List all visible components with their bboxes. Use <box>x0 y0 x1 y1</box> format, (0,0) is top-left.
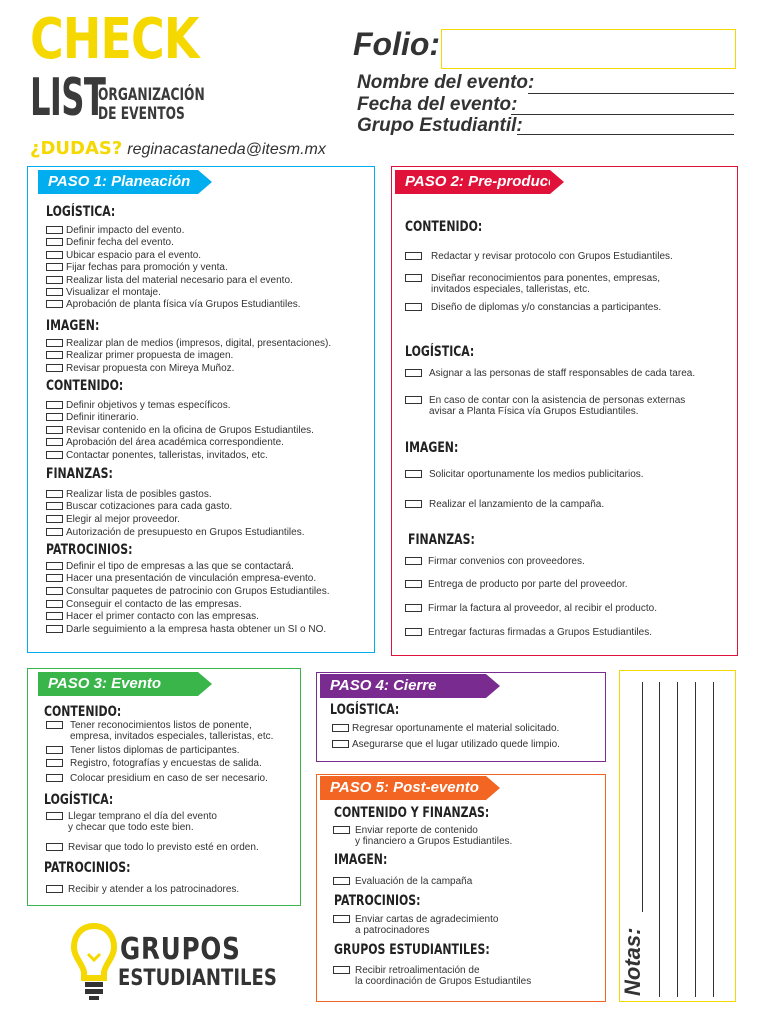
paso1-header: PASO 1: Planeación <box>38 170 198 194</box>
paso3-logistica-heading: LOGÍSTICA: <box>44 792 114 808</box>
paso1-logistica-checkbox[interactable] <box>46 276 63 284</box>
paso1-patrocinios-checkbox[interactable] <box>46 587 63 595</box>
paso3-patrocinios-heading: PATROCINIOS: <box>44 860 131 876</box>
paso3-contenido-checkbox[interactable] <box>46 746 63 754</box>
paso1-imagen-checkbox[interactable] <box>46 339 63 347</box>
paso1-finanzas-item: Buscar cotizaciones para cada gasto. <box>66 501 233 512</box>
paso1-patrocinios-item: Hacer el primer contacto con las empresas. <box>66 611 259 622</box>
paso1-patrocinios-item: Definir el tipo de empresas a las que se contactará. <box>66 561 294 572</box>
paso5-imagen-heading: IMAGEN: <box>334 852 388 868</box>
paso1-logistica-checkbox[interactable] <box>46 251 63 259</box>
paso5-grupos-item: Recibir retroalimentación de la coordinación de Grupos Estudiantiles <box>355 965 532 987</box>
paso2-finanzas-item: Firmar convenios con proveedores. <box>428 556 585 567</box>
paso2-logistica-checkbox[interactable] <box>405 396 422 404</box>
paso1-contenido-checkbox[interactable] <box>46 426 63 434</box>
paso5-imagen-checkbox[interactable] <box>333 877 350 885</box>
paso3-contenido-checkbox[interactable] <box>46 721 63 729</box>
folio-label: Folio: <box>353 26 441 62</box>
paso5-patrocinios-heading: PATROCINIOS: <box>334 893 421 909</box>
paso3-logistica-checkbox[interactable] <box>46 812 63 820</box>
paso2-finanzas-checkbox[interactable] <box>405 604 422 612</box>
paso2-imagen-heading: IMAGEN: <box>405 440 459 456</box>
paso1-contenido-item: Contactar ponentes, talleristas, invitados, etc. <box>66 450 268 461</box>
paso1-patrocinios-checkbox[interactable] <box>46 562 63 570</box>
paso2-contenido-heading: CONTENIDO: <box>405 219 483 235</box>
paso2-imagen-checkbox[interactable] <box>405 500 422 508</box>
paso4-logistica-item: Regresar oportunamente el material solicitado. <box>352 723 560 734</box>
paso1-finanzas-item: Elegir al mejor proveedor. <box>66 514 180 525</box>
paso3-contenido-heading: CONTENIDO: <box>44 704 122 720</box>
paso1-patrocinios-item: Consultar paquetes de patrocinio con Grupos Estudiantiles. <box>66 586 330 597</box>
paso3-patrocinios-checkbox[interactable] <box>46 885 63 893</box>
paso5-grupos-heading: GRUPOS ESTUDIANTILES: <box>334 942 490 958</box>
paso1-patrocinios-item: Darle seguimiento a la empresa hasta obtener un SI o NO. <box>66 624 327 635</box>
paso2-imagen-checkbox[interactable] <box>405 470 422 478</box>
paso1-logistica-item: Ubicar espacio para el evento. <box>66 250 202 261</box>
paso2-contenido-checkbox[interactable] <box>405 303 422 311</box>
grupo-field[interactable] <box>517 134 734 135</box>
paso3-header: PASO 3: Evento <box>38 672 198 696</box>
paso5-contenido-finanzas-checkbox[interactable] <box>333 826 350 834</box>
paso4-logistica-checkbox[interactable] <box>332 740 349 748</box>
paso3-contenido-item: Tener listos diplomas de participantes. <box>70 745 240 756</box>
paso5-contenido-finanzas-heading: CONTENIDO Y FINANZAS: <box>334 805 490 821</box>
paso5-contenido-finanzas-item: Enviar reporte de contenido y financiero a Grupos Estudiantiles. <box>355 825 513 847</box>
paso1-logistica-heading: LOGÍSTICA: <box>46 204 116 220</box>
paso1-patrocinios-checkbox[interactable] <box>46 612 63 620</box>
paso1-logistica-item: Definir impacto del evento. <box>66 225 185 236</box>
paso3-contenido-checkbox[interactable] <box>46 774 63 782</box>
paso1-finanzas-checkbox[interactable] <box>46 490 63 498</box>
folio-field[interactable] <box>441 29 736 69</box>
paso1-logistica-checkbox[interactable] <box>46 288 63 296</box>
paso2-contenido-item: Redactar y revisar protocolo con Grupos Estudiantiles. <box>431 251 673 262</box>
paso2-finanzas-heading: FINANZAS: <box>408 532 475 548</box>
paso4-logistica-item: Asegurarse que el lugar utilizado quede limpio. <box>352 739 560 750</box>
paso2-contenido-checkbox[interactable] <box>405 274 422 282</box>
paso2-finanzas-checkbox[interactable] <box>405 580 422 588</box>
paso2-contenido-item: Diseñar reconocimientos para ponentes, empresas, invitados especiales, talleristas, etc. <box>431 273 661 295</box>
paso1-imagen-checkbox[interactable] <box>46 351 63 359</box>
paso1-contenido-item: Definir itinerario. <box>66 412 139 423</box>
paso2-logistica-item: Asignar a las personas de staff responsables de cada tarea. <box>429 368 696 379</box>
notas-line <box>695 682 696 997</box>
paso3-logistica-item: Llegar temprano el día del evento y checar que todo este bien. <box>68 811 217 833</box>
nombre-field[interactable] <box>528 93 734 94</box>
paso1-contenido-checkbox[interactable] <box>46 438 63 446</box>
paso4-logistica-heading: LOGÍSTICA: <box>330 702 400 718</box>
paso2-logistica-item: En caso de contar con la asistencia de personas externas avisar a Planta Física vía Grupos Estudiantiles. <box>429 395 686 417</box>
paso1-contenido-checkbox[interactable] <box>46 413 63 421</box>
paso3-logistica-checkbox[interactable] <box>46 843 63 851</box>
paso5-patrocinios-checkbox[interactable] <box>333 915 350 923</box>
paso1-patrocinios-checkbox[interactable] <box>46 625 63 633</box>
paso1-logistica-item: Realizar lista del material necesario para el evento. <box>66 275 293 286</box>
lightbulb-logo-icon <box>70 920 118 1007</box>
paso1-contenido-item: Aprobación del área académica correspondiente. <box>66 437 284 448</box>
paso1-finanzas-checkbox[interactable] <box>46 515 63 523</box>
paso1-logistica-checkbox[interactable] <box>46 263 63 271</box>
paso2-logistica-checkbox[interactable] <box>405 369 422 377</box>
paso1-imagen-heading: IMAGEN: <box>46 318 100 334</box>
paso5-imagen-item: Evaluación de la campaña <box>355 876 473 887</box>
paso2-contenido-checkbox[interactable] <box>405 252 422 260</box>
paso1-finanzas-heading: FINANZAS: <box>46 466 113 482</box>
paso1-imagen-item: Realizar primer propuesta de imagen. <box>66 350 234 361</box>
notas-line <box>677 682 678 997</box>
logo-grupos: GRUPOS <box>120 932 241 967</box>
brand-subtitle-line2: DE EVENTOS <box>98 104 185 124</box>
paso2-finanzas-item: Entregar facturas firmadas a Grupos Estudiantiles. <box>428 627 652 638</box>
paso1-contenido-item: Revisar contenido en la oficina de Grupos Estudiantiles. <box>66 425 314 436</box>
fecha-field[interactable] <box>511 114 734 115</box>
paso1-logistica-item: Fijar fechas para promoción y venta. <box>66 262 228 273</box>
paso1-logistica-item: Definir fecha del evento. <box>66 237 174 248</box>
notas-line <box>642 682 643 912</box>
paso2-header: PASO 2: Pre-producción <box>395 170 550 194</box>
paso1-contenido-item: Definir objetivos y temas específicos. <box>66 400 231 411</box>
paso5-patrocinios-item: Enviar cartas de agradecimiento a patrocinadores <box>355 914 499 936</box>
paso1-finanzas-item: Realizar lista de posibles gastos. <box>66 489 212 500</box>
paso3-contenido-item: Tener reconocimientos listos de ponente, empresa, invitados especiales, talleristas, etc. <box>70 720 274 742</box>
paso1-logistica-checkbox[interactable] <box>46 226 63 234</box>
paso3-contenido-checkbox[interactable] <box>46 759 63 767</box>
notas-line <box>713 682 714 997</box>
paso4-logistica-checkbox[interactable] <box>332 724 349 732</box>
grupo-label: Grupo Estudiantil: <box>357 115 523 136</box>
paso1-patrocinios-heading: PATROCINIOS: <box>46 542 133 558</box>
paso2-logistica-heading: LOGÍSTICA: <box>405 344 475 360</box>
notas-label: Notas: <box>620 927 645 996</box>
paso3-contenido-item: Colocar presidium en caso de ser necesario. <box>70 773 268 784</box>
notas-line <box>659 682 660 997</box>
paso3-patrocinios-item: Recibir y atender a los patrocinadores. <box>68 884 240 895</box>
brand-list-title: LIST <box>30 68 106 128</box>
contact-email: reginacastaneda@itesm.mx <box>127 141 326 158</box>
logo-estudiantiles: ESTUDIANTILES <box>118 966 277 991</box>
paso4-header: PASO 4: Cierre <box>320 674 486 698</box>
paso2-imagen-item: Solicitar oportunamente los medios publicitarios. <box>429 469 644 480</box>
paso1-contenido-heading: CONTENIDO: <box>46 378 124 394</box>
paso1-finanzas-checkbox[interactable] <box>46 502 63 510</box>
paso2-finanzas-item: Entrega de producto por parte del proveedor. <box>428 579 628 590</box>
paso2-contenido-item: Diseño de diplomas y/o constancias a participantes. <box>431 302 662 313</box>
paso1-logistica-item: Visualizar el montaje. <box>66 287 161 298</box>
paso1-logistica-item: Aprobación de planta física vía Grupos Estudiantiles. <box>66 299 301 310</box>
contact-line <box>30 138 326 159</box>
fecha-label: Fecha del evento: <box>357 94 518 115</box>
paso1-patrocinios-item: Hacer una presentación de vinculación empresa-evento. <box>66 573 317 584</box>
paso5-header: PASO 5: Post-evento <box>320 776 486 800</box>
paso1-patrocinios-item: Conseguir el contacto de las empresas. <box>66 599 242 610</box>
paso2-finanzas-item: Firmar la factura al proveedor, al recibir el producto. <box>428 603 657 614</box>
dudas-label: ¿DUDAS? <box>30 138 123 159</box>
paso5-grupos-checkbox[interactable] <box>333 966 350 974</box>
paso1-imagen-checkbox[interactable] <box>46 364 63 372</box>
paso3-logistica-item: Revisar que todo lo previsto esté en orden. <box>68 842 259 853</box>
paso2-finanzas-checkbox[interactable] <box>405 557 422 565</box>
paso1-finanzas-item: Autorización de presupuesto en Grupos Estudiantiles. <box>66 527 305 538</box>
paso1-patrocinios-checkbox[interactable] <box>46 600 63 608</box>
brand-check-title: CHECK <box>30 7 199 72</box>
paso1-patrocinios-checkbox[interactable] <box>46 574 63 582</box>
paso1-imagen-item: Revisar propuesta con Mireya Muñoz. <box>66 363 235 374</box>
brand-subtitle-line1: ORGANIZACIÓN <box>98 85 205 105</box>
paso1-logistica-checkbox[interactable] <box>46 238 63 246</box>
paso1-contenido-checkbox[interactable] <box>46 401 63 409</box>
paso3-contenido-item: Registro, fotografías y encuestas de salida. <box>70 758 262 769</box>
paso1-contenido-checkbox[interactable] <box>46 451 63 459</box>
paso1-imagen-item: Realizar plan de medios (impresos, digital, presentaciones). <box>66 338 332 349</box>
brand-subtitle <box>98 86 205 124</box>
paso1-logistica-checkbox[interactable] <box>46 300 63 308</box>
paso2-imagen-item: Realizar el lanzamiento de la campaña. <box>429 499 605 510</box>
paso2-finanzas-checkbox[interactable] <box>405 628 422 636</box>
paso1-finanzas-checkbox[interactable] <box>46 528 63 536</box>
nombre-label: Nombre del evento: <box>357 72 535 93</box>
